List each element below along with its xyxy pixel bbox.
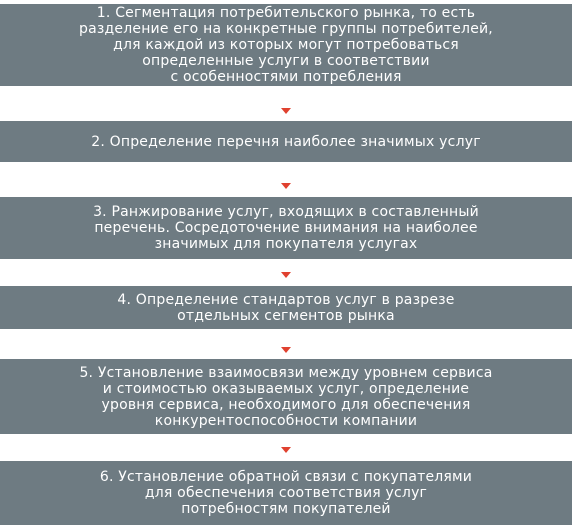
down-arrow-icon <box>281 347 291 353</box>
step-1-text: 1. Сегментация потребительского рынка, то есть разделение его на конкретные группы потребителей, для каждой из которых могут потребоваться определенные услуги в соответствии с особенностями потребления <box>79 5 493 85</box>
step-2-box <box>0 121 572 162</box>
step-3-text: 3. Ранжирование услуг, входящих в составленный перечень. Сосредоточение внимания на наиболее значимых для покупателя услугах <box>93 204 479 252</box>
step-2-text: 2. Определение перечня наиболее значимых услуг <box>91 133 481 150</box>
step-5-box <box>0 359 572 434</box>
down-arrow-icon <box>281 108 291 114</box>
down-arrow-icon <box>281 272 291 278</box>
down-arrow-icon <box>281 447 291 453</box>
step-6-box <box>0 461 572 525</box>
step-6-text: 6. Установление обратной связи с покупателями для обеспечения соответствия услуг потребностям покупателей <box>99 469 473 517</box>
step-4-text: 4. Определение стандартов услуг в разрезе отдельных сегментов рынка <box>117 291 455 324</box>
step-5-text: 5. Установление взаимосвязи между уровнем сервиса и стоимостью оказываемых услуг, определение уровня сервиса, необходимого для обеспечения конкурентоспособности компании <box>79 364 493 429</box>
step-4-box <box>0 286 572 329</box>
step-3-box <box>0 197 572 259</box>
step-1-box <box>0 4 572 86</box>
down-arrow-icon <box>281 183 291 189</box>
